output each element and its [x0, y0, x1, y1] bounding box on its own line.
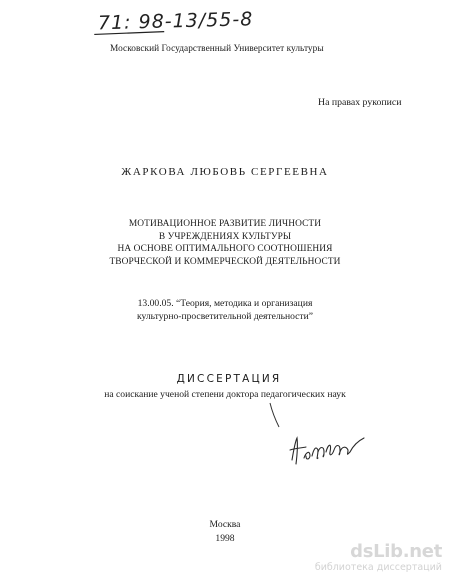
specialty-line: культурно-просветительной деятельности” [136, 311, 314, 322]
city: Москва [209, 519, 241, 530]
dslib-watermark[interactable] [314, 541, 448, 581]
title-line: МОТИВАЦИОННОЕ РАЗВИТИЕ ЛИЧНОСТИ [128, 219, 322, 229]
watermark-subtitle: библиотека диссертаций [314, 562, 442, 573]
logo-main: dsLib [350, 541, 403, 562]
logo-tld: .net [402, 541, 442, 562]
degree-description: на соискание ученой степени доктора педагогических наук [104, 389, 346, 400]
dslib-logo-icon[interactable] [350, 541, 442, 562]
title-line: ТВОРЧЕСКОЙ И КОММЕРЧЕСКОЙ ДЕЯТЕЛЬНОСТИ [109, 256, 341, 267]
document-type: ДИССЕРТАЦИЯ [176, 373, 282, 385]
pen-stroke-icon [268, 401, 282, 429]
dissertation-title [0, 218, 450, 268]
year: 1998 [215, 533, 235, 544]
specialty-code [0, 297, 450, 323]
university-name: Московский Государственный Университет культуры [110, 44, 324, 54]
author-name: ЖАРКОВА ЛЮБОВЬ СЕРГЕЕВНА [121, 166, 329, 178]
archive-stamp [92, 6, 283, 41]
title-line: В УЧРЕЖДЕНИЯХ КУЛЬТУРЫ [158, 231, 292, 242]
manuscript-rights-note: На правах рукописи [318, 97, 402, 108]
stamp-number: 71: 98-13/55-8 [97, 8, 254, 35]
signature-icon [288, 430, 368, 470]
specialty-line: 13.00.05. “Теория, методика и организация [137, 298, 313, 309]
title-line: НА ОСНОВЕ ОПТИМАЛЬНОГО СООТНОШЕНИЯ [117, 244, 333, 254]
